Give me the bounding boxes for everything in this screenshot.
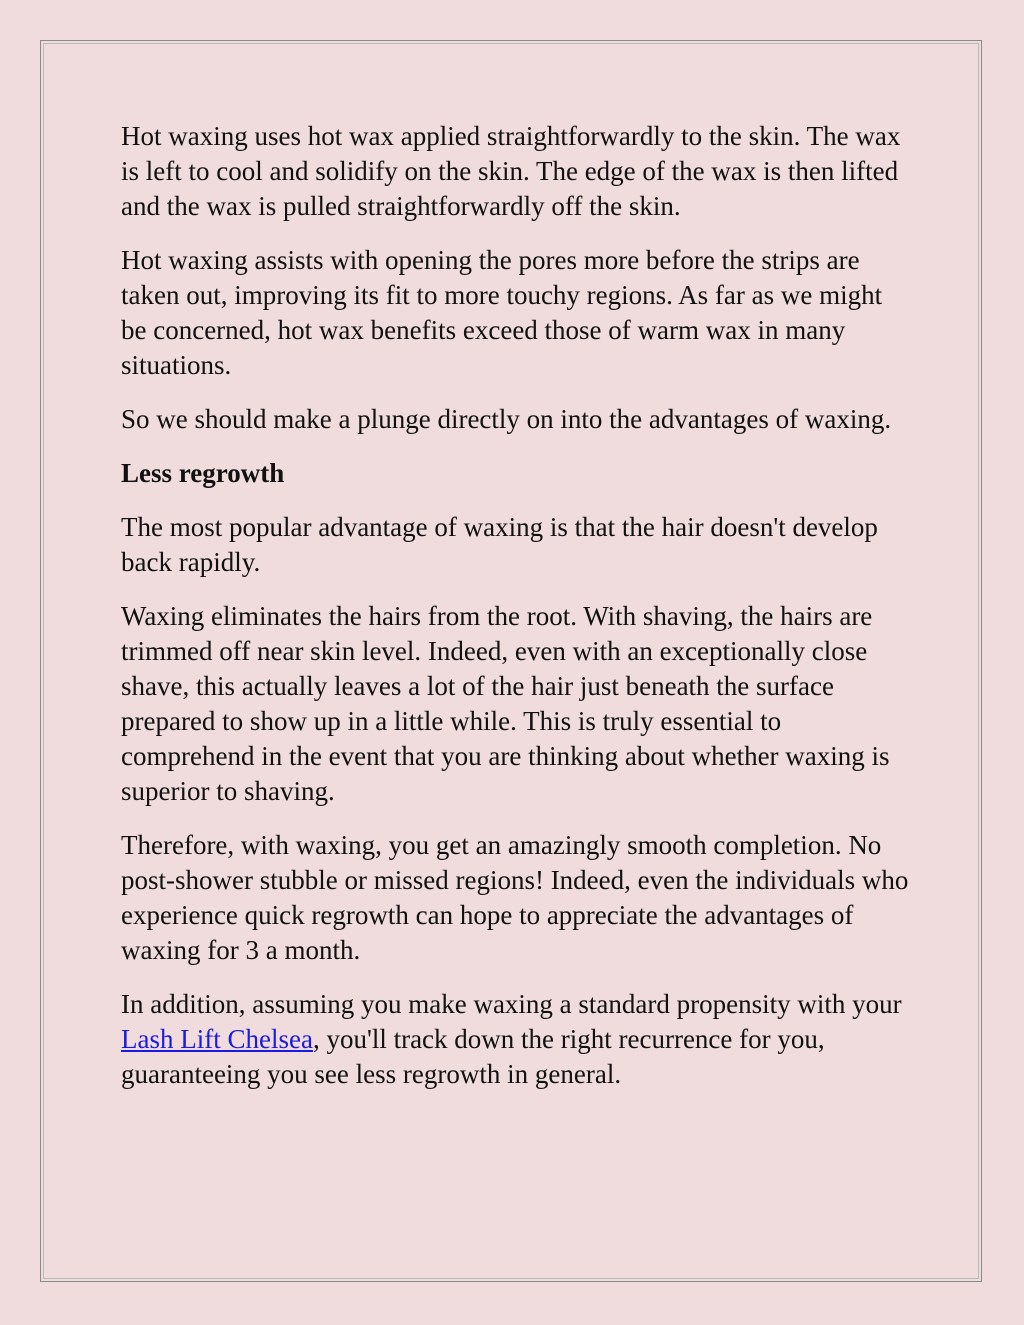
paragraph-smooth-finish: Therefore, with waxing, you get an amazingly smooth completion. No post-shower stubble or missed regions! Indeed, even the individuals who experience quick regrowth can hope to appreciate the advantages of waxing for 3 a month. (121, 830, 909, 965)
paragraph-standard-habit (121, 987, 911, 1092)
paragraph-hot-waxing-intro: Hot waxing uses hot wax applied straightforwardly to the skin. The wax is left to cool and solidify on the skin. The edge of the wax is then lifted and the wax is pulled straightforwardly off the skin. (121, 121, 901, 221)
document-body (121, 119, 911, 1111)
paragraph-hot-waxing-benefits: Hot waxing assists with opening the pores more before the strips are taken out, improving its fit to more touchy regions. As far as we might be concerned, hot wax benefits exceed those of warm wax in many situations. (121, 245, 883, 380)
section-heading-less-regrowth: Less regrowth (121, 458, 285, 488)
paragraph-waxing-vs-shaving: Waxing eliminates the hairs from the root. With shaving, the hairs are trimmed off near skin level. Indeed, even with an exceptionally close shave, this actually leaves a lot of the hair just beneath the surface prepared to show up in a little while. This is truly essential to comprehend in the event that you are thinking about whether waxing is superior to shaving. (121, 601, 890, 806)
paragraph-popular-advantage: The most popular advantage of waxing is that the hair doesn't develop back rapidly. (121, 512, 878, 577)
paragraph-text-before-link: In addition, assuming you make waxing a standard propensity with your (121, 989, 902, 1019)
lash-lift-chelsea-link[interactable]: Lash Lift Chelsea (121, 1024, 313, 1054)
paragraph-advantages-intro: So we should make a plunge directly on into the advantages of waxing. (121, 404, 892, 434)
paragraph-text-after-link: , you'll track down the right recurrence for you, guaranteeing you see less regrowth in general. (121, 1024, 825, 1089)
